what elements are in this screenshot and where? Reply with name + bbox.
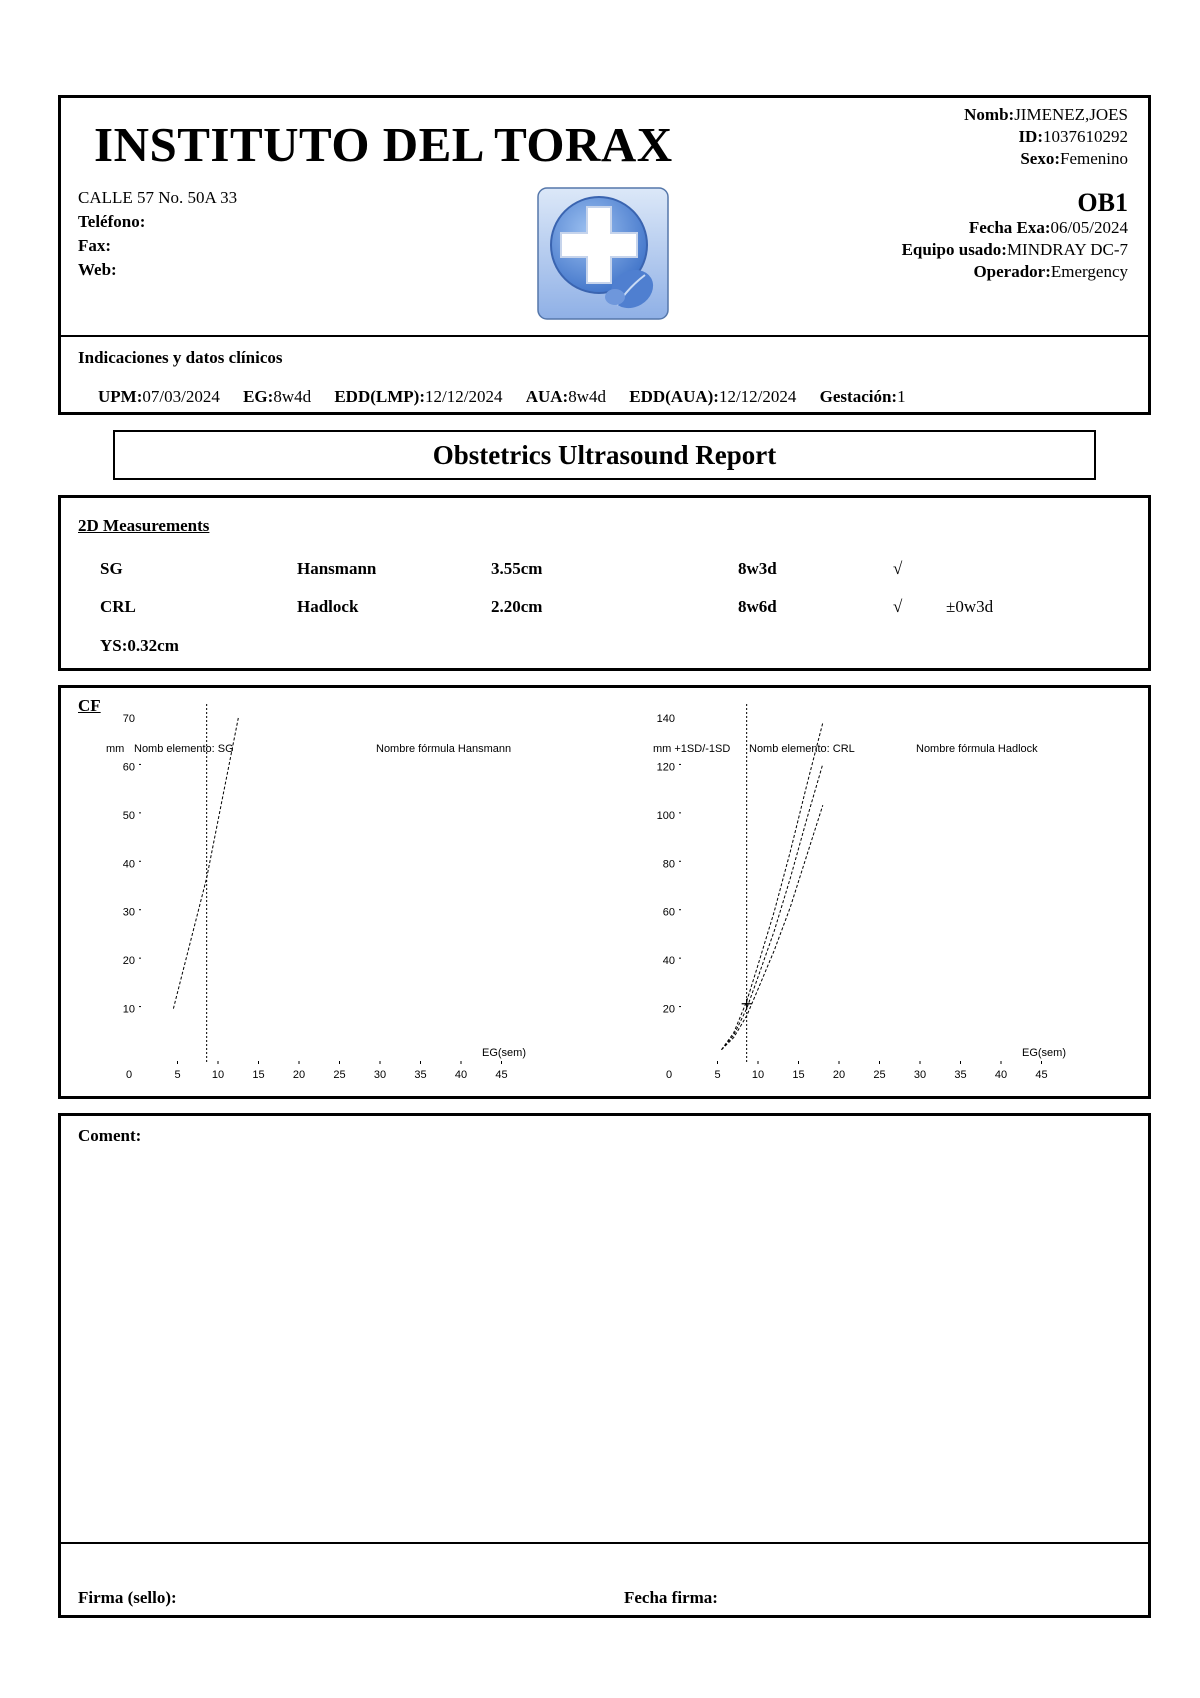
address: CALLE 57 No. 50A 33 <box>78 188 238 207</box>
header-divider <box>61 335 1148 337</box>
signature-label: Firma (sello): <box>78 1588 177 1607</box>
patient-name-value: JIMENEZ,JOES <box>1014 105 1128 124</box>
clinical-item-label: UPM: <box>98 387 143 406</box>
clinical-item-gestacion <box>820 387 906 406</box>
medical-cross-leaf-icon <box>537 187 669 320</box>
patient-sex-label: Sexo: <box>1020 149 1060 168</box>
chart-x-tick-label: 25 <box>873 1069 886 1081</box>
chart-element-label: Nomb elemento: CRL <box>749 743 855 755</box>
yolk-sac-row <box>61 636 1148 660</box>
measurement-check: √ <box>893 559 903 578</box>
patient-name-label: Nomb: <box>964 105 1015 124</box>
web-label: Web: <box>78 260 117 279</box>
clinical-item-edd-aua <box>629 387 796 406</box>
measurement-formula: Hadlock <box>297 597 359 616</box>
cf-title: CF <box>78 696 101 715</box>
chart-x-tick-label: 25 <box>333 1069 346 1081</box>
fax-label: Fax: <box>78 236 112 255</box>
clinical-item-label: EDD(AUA): <box>629 387 719 406</box>
chart-x-tick-label: 30 <box>373 1069 387 1081</box>
exam-date-label: Fecha Exa: <box>968 218 1051 237</box>
chart-formula-label: Nombre fórmula Hadlock <box>916 743 1038 755</box>
clinical-item-label: EDD(LMP): <box>334 387 425 406</box>
chart-x-tick-label: 15 <box>252 1069 265 1081</box>
clinical-data-row <box>98 387 925 407</box>
chart-y-tick-label: 60 <box>122 761 135 774</box>
header-section <box>58 95 1151 415</box>
chart-y-tick-label: 70 <box>122 713 135 725</box>
chart-x-tick-label: 40 <box>994 1069 1008 1081</box>
chart-x-tick-label: 20 <box>292 1069 306 1081</box>
chart-y-tick-label: 10 <box>122 1003 135 1016</box>
chart-x-tick-label: 45 <box>1035 1069 1048 1081</box>
measurement-name: SG <box>100 559 123 578</box>
chart-element-label: Nomb elemento: SG <box>134 743 234 755</box>
measurement-row-crl <box>61 597 1148 621</box>
measurements-title: 2D Measurements <box>78 516 210 535</box>
clinical-data-title: Indicaciones y datos clínicos <box>78 348 283 367</box>
chart-x-axis-label: EG(sem) <box>482 1047 526 1059</box>
chart-y-tick-label: 140 <box>656 713 675 725</box>
institution-title: INSTITUTO DEL TORAX <box>94 117 673 172</box>
chart-x-tick-label: 30 <box>913 1069 927 1081</box>
chart-y-tick-label: 20 <box>122 955 135 968</box>
clinical-item-value: 07/03/2024 <box>142 387 220 406</box>
measurement-value: 2.20cm <box>491 597 543 616</box>
clinical-item-label: EG: <box>243 387 274 406</box>
measurement-ga: 8w6d <box>738 597 777 616</box>
chart-x-tick-label: 0 <box>125 1069 133 1081</box>
phone-label: Teléfono: <box>78 212 146 231</box>
measurements-section <box>58 495 1151 671</box>
measurement-row-sg <box>61 559 1148 583</box>
chart-x-tick-label: 20 <box>832 1069 846 1081</box>
report-title: Obstetrics Ultrasound Report <box>113 430 1096 480</box>
chart-y-tick-label: 40 <box>662 955 675 968</box>
chart-y-tick-label: 50 <box>122 809 135 822</box>
chart-y-tick-label: 20 <box>662 1003 675 1016</box>
measurement-check: √ <box>893 597 903 616</box>
chart-x-tick-label: 35 <box>954 1069 967 1081</box>
measurement-name: CRL <box>100 597 136 616</box>
measurement-sd: ±0w3d <box>946 597 994 616</box>
measurement-formula: Hansmann <box>297 559 377 578</box>
chart-unit-label: mm +1SD/-1SD <box>653 743 731 755</box>
chart-y-tick-label: 120 <box>656 761 675 774</box>
chart-unit-label: mm <box>106 743 125 755</box>
exam-date-value: 06/05/2024 <box>1050 218 1128 237</box>
chart-x-tick-label: 35 <box>414 1069 427 1081</box>
clinical-item-eg <box>243 387 311 406</box>
chart-x-tick-label: 5 <box>174 1069 181 1081</box>
chart-x-tick-label: 5 <box>714 1069 721 1081</box>
chart-y-tick-label: 30 <box>122 906 135 919</box>
patient-id <box>1018 127 1128 147</box>
measurement-ga: 8w3d <box>738 559 777 578</box>
equipment-label: Equipo usado: <box>901 240 1007 259</box>
chart-x-tick-label: 15 <box>792 1069 805 1081</box>
clinical-item-value: 12/12/2024 <box>718 387 797 406</box>
exam-code: OB1 <box>1077 188 1128 217</box>
chart-x-tick-label: 40 <box>454 1069 468 1081</box>
chart-series-line <box>722 723 823 1050</box>
clinical-item-value: 1 <box>897 387 906 406</box>
patient-name <box>964 105 1128 125</box>
clinical-item-label: AUA: <box>525 387 569 406</box>
patient-id-value: 1037610292 <box>1043 127 1128 146</box>
comment-label: Coment: <box>78 1126 142 1145</box>
yolk-sac-value: YS:0.32cm <box>100 636 179 655</box>
chart-x-axis-label: EG(sem) <box>1022 1047 1066 1059</box>
exam-equipment <box>902 240 1128 260</box>
chart-series-line <box>722 764 823 1050</box>
chart-series-line <box>173 718 238 1009</box>
chart-y-tick-label: 40 <box>122 858 135 871</box>
operator-label: Operador: <box>973 262 1051 281</box>
patient-id-label: ID: <box>1018 127 1043 146</box>
chart-formula-label: Nombre fórmula Hansmann <box>376 743 512 755</box>
chart-y-tick-label: 100 <box>656 809 675 822</box>
clinical-item-upm <box>98 387 220 406</box>
exam-date <box>969 218 1128 238</box>
chart-x-tick-label: 45 <box>495 1069 508 1081</box>
patient-sex-value: Femenino <box>1060 149 1128 168</box>
clinical-item-value: 8w4d <box>273 387 312 406</box>
clinical-item-edd-lmp <box>334 387 502 406</box>
clinical-item-value: 12/12/2024 <box>425 387 503 406</box>
growth-charts-section <box>58 685 1151 1099</box>
chart-x-tick-label: 10 <box>211 1069 225 1081</box>
signature-date-label: Fecha firma: <box>624 1588 718 1607</box>
equipment-value: MINDRAY DC-7 <box>1006 240 1128 259</box>
chart-y-tick-label: 60 <box>662 906 675 919</box>
clinical-item-aua <box>526 387 606 406</box>
patient-sex <box>1020 149 1128 169</box>
chart-x-tick-label: 10 <box>751 1069 765 1081</box>
clinical-item-value: 8w4d <box>568 387 606 406</box>
measurement-value: 3.55cm <box>491 559 543 578</box>
chart-x-tick-label: 0 <box>665 1069 673 1081</box>
clinical-item-label: Gestación: <box>819 387 898 406</box>
comment-divider <box>61 1542 1148 1544</box>
exam-operator <box>973 262 1128 282</box>
chart-y-tick-label: 80 <box>662 858 675 871</box>
comment-section <box>58 1113 1151 1618</box>
growth-charts <box>61 688 1148 1096</box>
chart-series-line <box>722 805 823 1049</box>
operator-value: Emergency <box>1050 262 1128 281</box>
